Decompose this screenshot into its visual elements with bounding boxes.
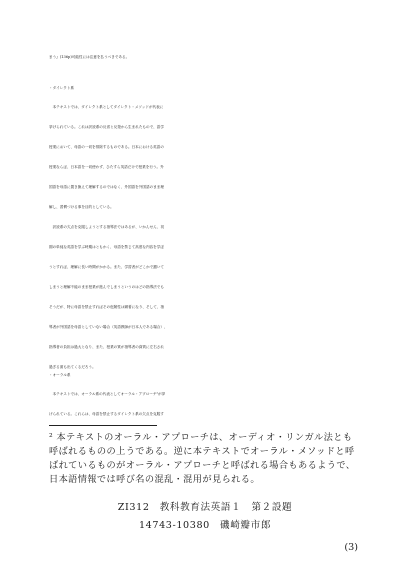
body-line-11: しまうと理解不能のまま授業が進んでしまうというのはどの指導法でも (49, 285, 164, 289)
footnote-line-2: 呼ばれるものの上うである。逆に本テキストでオーラル・メソッドと呼 (49, 446, 355, 457)
body-line-10: うとすれば、理解に長い時間がかかる。また、学習者がどこかで躓いて (49, 265, 164, 269)
body-line-16: 本テキストでは、オーラル系の代表としてオーラル・アプローチ²が挙 (49, 392, 166, 396)
body-line-9: 期の単純な英語を学ぶ時期はともかく、母語を禁じて高度な内容を学ぼ (49, 245, 164, 249)
body-line-13: 導者が外国語を母語としていない場合（英語教師が日本人である場合）、 (49, 325, 168, 329)
body-line-3: 挙げられている。これは訳読系の反省と反発から生まれたもので、語学 (49, 125, 164, 129)
body-line-7: 解し、習慣づける事を目的としている。 (49, 205, 114, 209)
page-number: (3) (344, 542, 358, 553)
body-line-17: げられている。これらは、母語を禁止するダイレクト系の欠点を克服す (49, 412, 164, 416)
body-line-2: 本テキストでは、ダイレクト系としてダイレクト・メソッドが代表に (49, 105, 164, 109)
body-line-4: 授業において、母語の一切を排除するものである。日本における英語の (49, 145, 164, 149)
body-line-14: 指導者の負担は過大となり、また、授業の質が指導者の資質に左右され (49, 345, 164, 349)
footnote-rule (49, 425, 157, 426)
body-line-6: 国語を母語に置き換えて理解するのではなく、外国語を外国語のまま理 (49, 185, 164, 189)
footnote-line-1: ² 本テキストのオーラル・アプローチは、オーディオ・リンガル法とも (49, 432, 353, 443)
footnote-line-4: 日本語情報では呼び名の混乱・混用が見られる。 (49, 474, 260, 485)
body-line-15: 過ぎる面も出てくるだろう。 (49, 365, 96, 369)
body-line-8: 訳読系の欠点を克服しようとする指導法ではあるが、いかんせん、初 (49, 225, 165, 229)
body-line-12: そうだが、特に母語を禁止すればその危険性は顕著になり、そして、指 (49, 305, 164, 309)
student-id-name: 14743-10380 磯崎瓣市郎 (138, 520, 272, 531)
body-line-5: 授業ならば、日本語を一切使わず、ひたすら英語だけで授業を行う。外 (49, 165, 164, 169)
section-heading-oral: ・オーラル系 (49, 373, 71, 377)
section-heading-direct: ・ダイレクト系 (49, 86, 75, 90)
footnote-line-3: ばれているものがオーラル・アプローチと呼ばれる場合もあるようで、 (49, 460, 356, 471)
course-title: ZI312 教科教育法英語１ 第２設題 (117, 502, 293, 513)
body-line-1: まう』(136p)可能性には注意を払うべきである。 (49, 55, 130, 59)
